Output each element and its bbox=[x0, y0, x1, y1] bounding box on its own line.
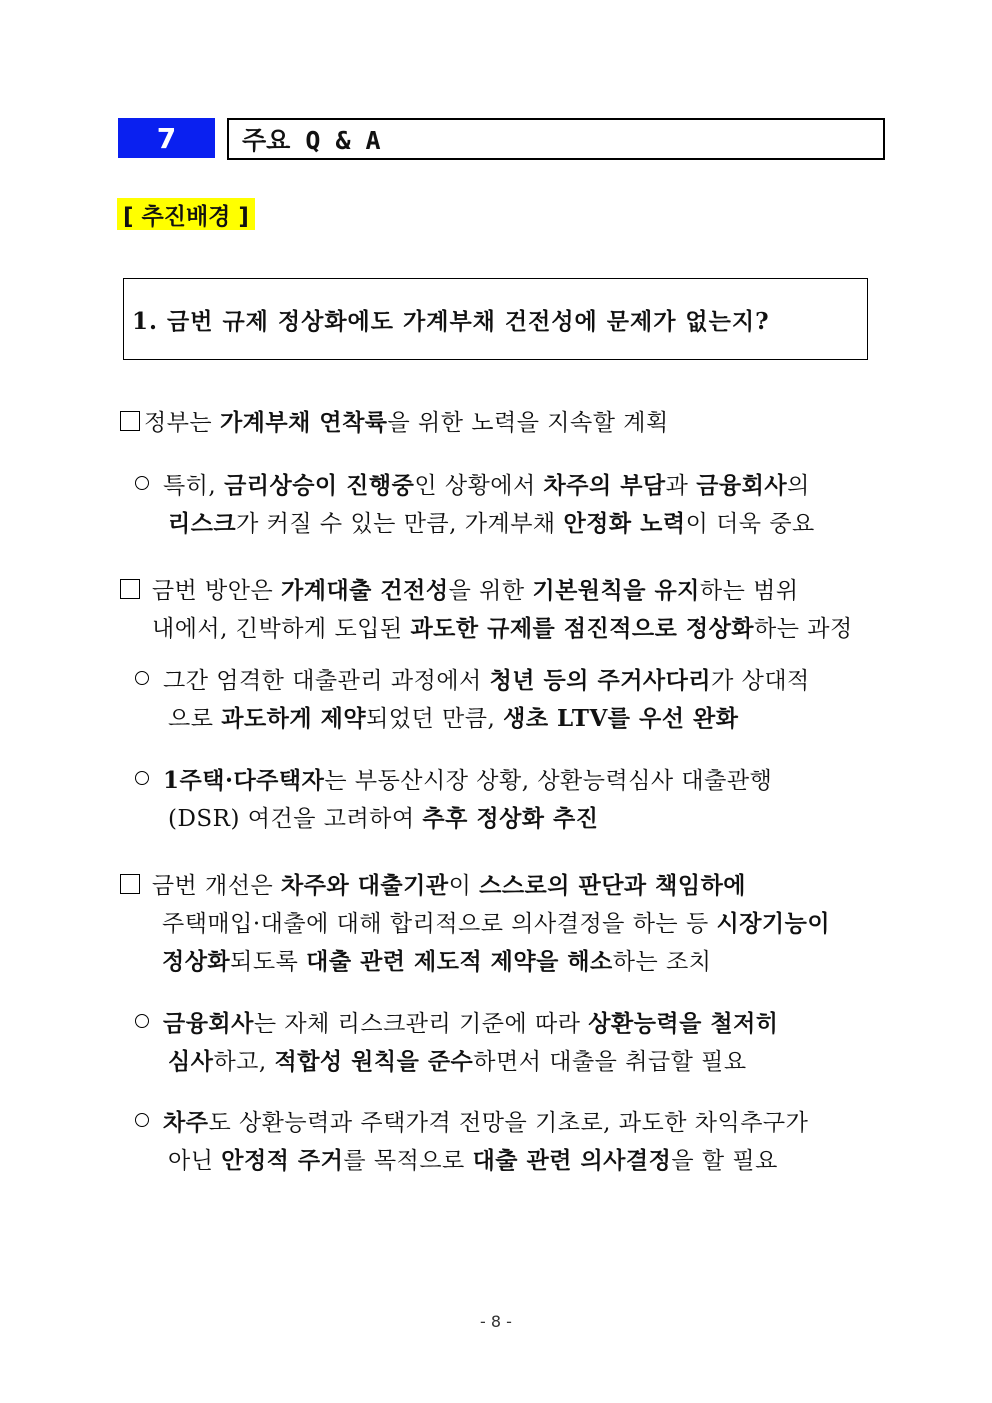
p3a-line1 bbox=[135, 1005, 779, 1038]
emphasis: 리스크 bbox=[168, 510, 237, 537]
emphasis: 과도하게 제약 bbox=[221, 705, 367, 732]
text: 인 상황에서 bbox=[414, 473, 544, 499]
text: 하는 조치 bbox=[612, 949, 712, 975]
emphasis: 금리상승이 진행중 bbox=[224, 472, 415, 499]
emphasis: 안정화 노력 bbox=[563, 510, 686, 537]
text: 는 자체 리스크관리 기준에 따라 bbox=[253, 1011, 589, 1037]
bullet-circle-icon bbox=[135, 1014, 149, 1028]
bullet-circle-icon bbox=[135, 1113, 149, 1127]
emphasis: 1주택·다주택자 bbox=[163, 767, 325, 794]
text: 과 bbox=[665, 473, 697, 499]
emphasis: 스스로의 판단과 책임하에 bbox=[479, 872, 747, 899]
emphasis: 심사 bbox=[168, 1048, 214, 1075]
section-title-text: 주요 Q & A bbox=[242, 126, 381, 155]
emphasis: 정상화 bbox=[162, 948, 231, 975]
text: 주택매입·대출에 대해 합리적으로 의사결정을 하는 등 bbox=[162, 911, 717, 937]
emphasis: 금융회사 bbox=[163, 1010, 254, 1037]
text: 하고, bbox=[213, 1049, 275, 1075]
text: 가 커질 수 있는 만큼, 가계부채 bbox=[236, 511, 564, 537]
p3b-line2 bbox=[168, 1142, 778, 1175]
emphasis: 과도한 규제를 점진적으로 정상화 bbox=[410, 615, 755, 642]
text: 하면서 대출을 취급할 필요 bbox=[473, 1049, 747, 1075]
emphasis: 기본원칙을 유지 bbox=[532, 577, 700, 604]
p2-line1 bbox=[120, 572, 799, 605]
emphasis: 적합성 원칙을 준수 bbox=[274, 1048, 474, 1075]
emphasis: 생초 LTV를 우선 완화 bbox=[503, 705, 739, 732]
emphasis: 가계부채 연착륙 bbox=[219, 409, 388, 436]
text: 되도록 bbox=[230, 949, 307, 975]
checkbox-square-icon bbox=[120, 579, 140, 599]
emphasis: 차주와 대출기관 bbox=[281, 872, 449, 899]
text: 금번 방안은 bbox=[151, 578, 282, 604]
p3a-line2 bbox=[168, 1043, 747, 1076]
text: 이 더욱 중요 bbox=[685, 511, 815, 537]
text: 하는 과정 bbox=[754, 616, 853, 642]
bullet-circle-icon bbox=[135, 476, 149, 490]
checkbox-square-icon bbox=[120, 874, 140, 894]
text: 이 bbox=[448, 873, 480, 899]
p2b-line1 bbox=[135, 762, 772, 795]
text: 을 할 필요 bbox=[671, 1148, 778, 1174]
emphasis: 차주의 부담 bbox=[543, 472, 666, 499]
emphasis: 청년 등의 주거사다리 bbox=[489, 667, 712, 694]
text: 아닌 bbox=[168, 1148, 222, 1174]
emphasis: 차주 bbox=[163, 1109, 209, 1136]
emphasis: 시장기능이 bbox=[716, 910, 831, 937]
section-title bbox=[227, 118, 885, 160]
checkbox-square-icon bbox=[120, 411, 140, 431]
emphasis: 추후 정상화 추진 bbox=[422, 805, 599, 832]
p2-line2 bbox=[152, 610, 853, 643]
text: 는 부동산시장 상황, 상환능력심사 대출관행 bbox=[324, 768, 773, 794]
bullet-circle-icon bbox=[135, 771, 149, 785]
question-box bbox=[123, 278, 868, 360]
text: 를 목적으로 bbox=[343, 1148, 473, 1174]
p3-line2 bbox=[162, 905, 830, 938]
text: 도 상환능력과 주택가격 전망을 기초로, 과도한 차익추구가 bbox=[208, 1110, 809, 1136]
emphasis: 가계대출 건전성 bbox=[281, 577, 449, 604]
p3-line1 bbox=[120, 867, 746, 900]
question-text: 1. 금번 규제 정상화에도 가계부채 건전성에 문제가 없는지? bbox=[132, 307, 770, 335]
text: 을 위한 bbox=[448, 578, 533, 604]
p3-line3 bbox=[162, 943, 711, 976]
text: 특히, bbox=[163, 473, 225, 499]
page-number: - 8 - bbox=[480, 1312, 512, 1331]
section-number bbox=[118, 118, 215, 158]
text: 정부는 bbox=[144, 410, 220, 436]
text: 을 위한 노력을 지속할 계획 bbox=[387, 410, 669, 436]
emphasis: 상환능력을 철저히 bbox=[588, 1010, 779, 1037]
emphasis: 금융회사 bbox=[696, 472, 788, 499]
p1a-line2 bbox=[168, 505, 815, 538]
p3b-line1 bbox=[135, 1104, 808, 1137]
section-number-text: 7 bbox=[156, 121, 177, 155]
text: 가 상대적 bbox=[711, 668, 810, 694]
text: (DSR) 여건을 고려하여 bbox=[168, 806, 423, 832]
text: 내에서, 긴박하게 도입된 bbox=[152, 616, 411, 642]
text: 의 bbox=[787, 473, 810, 499]
p2b-line2 bbox=[168, 800, 598, 833]
text: 그간 엄격한 대출관리 과정에서 bbox=[163, 668, 490, 694]
emphasis: 안정적 주거 bbox=[221, 1147, 344, 1174]
text: 되었던 만큼, bbox=[366, 706, 504, 732]
p1a-line1 bbox=[135, 467, 810, 500]
text: 하는 범위 bbox=[699, 578, 799, 604]
p2a-line1 bbox=[135, 662, 810, 695]
emphasis: 대출 관련 의사결정 bbox=[472, 1147, 672, 1174]
bullet-circle-icon bbox=[135, 671, 149, 685]
p1-line bbox=[120, 404, 669, 437]
text: 금번 개선은 bbox=[151, 873, 282, 899]
background-label: [ 추진배경 ] bbox=[117, 198, 255, 230]
text: 으로 bbox=[168, 706, 222, 732]
p2a-line2 bbox=[168, 700, 738, 733]
emphasis: 대출 관련 제도적 제약을 해소 bbox=[306, 948, 613, 975]
